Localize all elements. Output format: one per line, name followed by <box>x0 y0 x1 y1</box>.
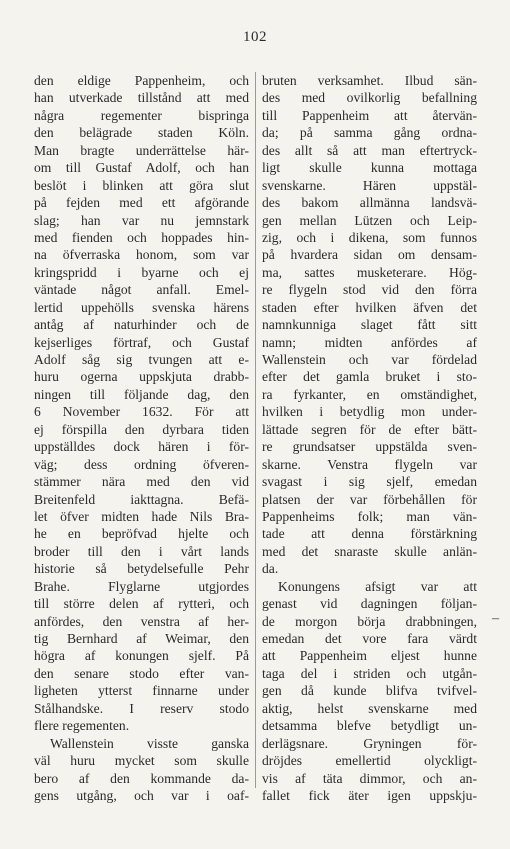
text-line: namn; midten anfördes af <box>262 334 477 350</box>
text-line: att Pappenheim eljest hunne <box>262 648 477 664</box>
text-line: kejserliges förtraf, och Gustaf <box>34 334 249 350</box>
text-line: Pappenheims folk; man vän- <box>262 508 477 524</box>
text-line: genast vid dagningen följan- <box>262 596 477 612</box>
right-text-column <box>262 72 477 804</box>
text-line: Wallenstein visste ganska <box>50 735 249 751</box>
text-line: efter det gamla bruket i sto- <box>262 369 477 385</box>
text-line: Konungens afsigt var att <box>278 578 477 594</box>
text-line: lättade segren för de efter bätt- <box>262 421 477 437</box>
text-line: huru ogerna uppskjuta drabb- <box>34 369 249 385</box>
text-line: platsen der var förbehållen för <box>262 491 477 507</box>
text-line: Breitenfeld iakttagna. Befä- <box>34 491 249 507</box>
text-line: des med ovilkorlig befallning <box>262 90 477 106</box>
text-line: gen mellan Lützen och Leip- <box>262 212 477 228</box>
text-line: om till Gustaf Adolf, och han <box>34 160 249 176</box>
text-line: zig, och i dikena, som funnos <box>262 229 477 245</box>
text-line: Wallenstein och var fördelad <box>262 352 477 367</box>
text-line: skarne. Venstra flygeln var <box>262 456 477 472</box>
text-line: bero af den kommande da- <box>34 770 249 786</box>
text-line: 6 November 1632. För att <box>34 404 249 420</box>
text-line: väl huru mycket som skulle <box>34 753 249 769</box>
text-line: Brahe. Flyglarne utgjordes <box>34 578 249 594</box>
text-line: till större delen af rytteri, och <box>34 596 249 612</box>
text-line: väg; dess ordning öfveren- <box>34 456 249 472</box>
text-line: på fejden med ett afgörande <box>34 195 249 211</box>
text-line: ma, sattes musketerare. Hög- <box>262 264 477 280</box>
text-line: lertid uppehölls svenska härens <box>34 299 249 315</box>
text-line: på hvardera sidan om densam- <box>262 247 477 263</box>
text-line: emedan det vore fara värdt <box>262 631 477 646</box>
text-line: tig Bernhard af Weimar, den <box>34 631 249 646</box>
text-line: stämmer nära med den vid <box>34 474 249 490</box>
text-line: högra af konungen sjelf. På <box>34 648 249 664</box>
text-line: fallet fick äter igen uppskju- <box>262 787 477 803</box>
text-line: re flygeln stod vid den förra <box>262 282 477 298</box>
text-line: ra fyrkanter, en omständighet, <box>262 386 477 402</box>
left-text-column <box>34 72 249 804</box>
text-line: svenskarne. Hären uppstäl- <box>262 177 477 193</box>
text-line: ningen till följande dag, den <box>34 386 249 402</box>
text-line: namnkunniga slaget fått sitt <box>262 317 477 333</box>
text-line: ej förspilla den dyrbara tiden <box>34 421 249 437</box>
text-line: den eldige Pappenheim, och <box>34 73 249 88</box>
text-line: med fienden och hoppades hin- <box>34 229 249 245</box>
text-line: till Pappenheim att återvän- <box>262 107 477 123</box>
text-line: ligt skulle kunna mottaga <box>262 160 477 176</box>
text-line: kringspridd i byarne och ej <box>34 264 249 280</box>
text-line: tade att denna förstärkning <box>262 526 477 542</box>
text-line: detsamma blefve betydligt un- <box>262 718 477 734</box>
text-line: den senare stodo efter van- <box>34 665 249 681</box>
text-line: na öfverraska honom, som var <box>34 247 249 263</box>
text-line: uppställdes dock hären i för- <box>34 439 249 455</box>
page-number: 102 <box>243 29 267 45</box>
text-line: flere regementen. <box>34 718 130 734</box>
text-line: derlägsnare. Gryningen för- <box>262 735 477 751</box>
text-line: des bakom allmänna landsvä- <box>262 195 477 211</box>
text-line: taga del i striden och utgån- <box>262 665 477 681</box>
text-line: hvilken i betydlig mon under- <box>262 404 477 420</box>
text-line: anfördes, den venstra af her- <box>34 613 249 629</box>
text-line: staden efter hvilken äfven det <box>262 299 477 315</box>
text-line: väntade något anfall. Emel- <box>34 282 249 298</box>
text-line: dröjdes emellertid olyckligt- <box>262 753 477 769</box>
text-line: några regementer bispringa <box>34 107 249 123</box>
text-line: he en bepröfvad hjelte och <box>34 526 249 542</box>
text-line: beslöt i blinken att göra slut <box>34 177 249 193</box>
text-line: Stålhandske. I reserv stodo <box>34 700 249 716</box>
text-line: bruten verksamhet. Ilbud sän- <box>262 73 477 88</box>
text-line: han utverkade tillstånd att med <box>34 90 249 106</box>
column-divider <box>255 72 256 788</box>
text-line: antåg af naturhinder och de <box>34 317 249 333</box>
text-line: historie så betydelsefulle Pehr <box>34 561 249 577</box>
text-line: ligheten ytterst finnarne under <box>34 683 249 699</box>
text-line: let öfver midten hade Nils Bra- <box>34 508 249 524</box>
text-line: svagast i sig sjelf, emedan <box>262 474 477 490</box>
text-line: slag; han var nu jemnstark <box>34 212 249 228</box>
text-line: des allt så att man eftertryck- <box>262 142 477 158</box>
text-line: Adolf såg sig tvungen att e- <box>34 352 249 367</box>
text-line: broder till den i vårt lands <box>34 543 249 559</box>
text-line: aktig, helst svenskarne med <box>262 700 477 716</box>
text-line: de morgon börja drabbningen, <box>262 613 477 629</box>
text-line: Man bragte underrättelse här- <box>34 142 249 158</box>
margin-mark: – <box>492 611 499 626</box>
text-line: vis af täta dimmor, och an- <box>262 770 477 786</box>
text-line: gen då kunde blifva tvifvel- <box>262 683 477 699</box>
text-line: da. <box>262 561 279 577</box>
text-line: gens utgång, och var i oaf- <box>34 787 249 803</box>
text-line: re grundsatser uppstälda sven- <box>262 439 477 455</box>
text-line: den belägrade staden Köln. <box>34 125 249 141</box>
text-line: med det snaraste skulle anlän- <box>262 543 477 559</box>
text-line: da; på samma gång ordna- <box>262 125 477 141</box>
